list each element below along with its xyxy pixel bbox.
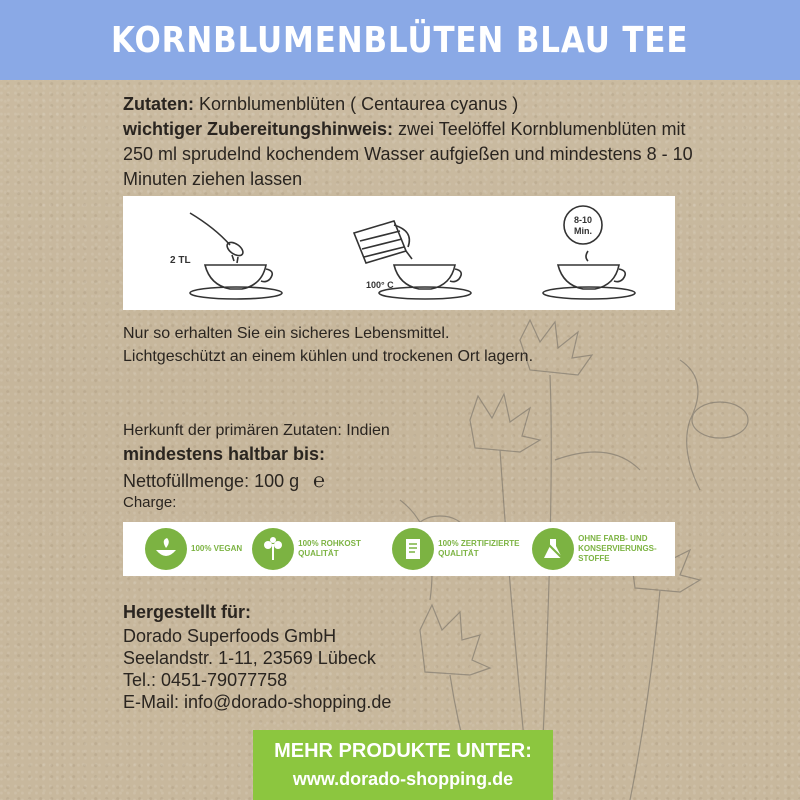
plant-icon xyxy=(252,528,294,570)
charge-label: Charge: xyxy=(123,494,177,511)
prep-label: wichtiger Zubereitungshinweis: xyxy=(123,119,394,139)
badge-no-additives xyxy=(532,528,662,570)
timer-cup-step-icon xyxy=(508,203,658,303)
estimated-sign-icon: ℮ xyxy=(313,468,326,492)
kettle-cup-step-icon xyxy=(324,203,474,303)
manufacturer-heading: Hergestellt für: xyxy=(123,602,252,622)
header-banner xyxy=(0,0,800,80)
safety-note-line1: Nur so erhalten Sie ein sicheres Lebensmittel. xyxy=(123,325,450,342)
cta-line1: MEHR PRODUKTE UNTER: xyxy=(274,740,532,762)
manufacturer-email: E-Mail: info@dorado-shopping.de xyxy=(123,692,392,712)
flask-icon xyxy=(532,528,574,570)
manufacturer-company: Dorado Superfoods GmbH xyxy=(123,626,337,646)
ingredients-text: Kornblumenblüten ( Centaurea cyanus ) xyxy=(199,94,519,114)
badge-vegan-label: 100% VEGAN xyxy=(191,544,243,553)
manufacturer-phone: Tel.: 0451-79077758 xyxy=(123,670,288,690)
product-title: KORNBLUMENBLÜTEN BLAU TEE xyxy=(111,19,689,61)
cta-website-link[interactable]: www.dorado-shopping.de xyxy=(292,769,514,789)
net-weight: Nettofüllmenge: 100 g xyxy=(123,471,300,491)
safety-note xyxy=(123,322,533,368)
ingredients-label: Zutaten: xyxy=(123,94,194,114)
certificate-icon xyxy=(392,528,434,570)
badge-certified xyxy=(392,528,522,570)
quality-badges xyxy=(123,522,675,576)
badge-raw xyxy=(252,528,382,570)
step2-label: 100° C xyxy=(366,280,394,290)
leaf-bowl-icon xyxy=(145,528,187,570)
spoon-cup-step-icon xyxy=(140,203,290,303)
origin-text: Herkunft der primären Zutaten: Indien xyxy=(123,422,390,439)
badge-no-additives-label: OHNE FARB- UND KONSERVIERUNGS-STOFFE xyxy=(578,534,657,563)
best-before-label: mindestens haltbar bis: xyxy=(123,444,326,464)
step1-label: 2 TL xyxy=(170,255,191,266)
ingredients-paragraph xyxy=(123,92,693,192)
website-cta[interactable] xyxy=(253,730,553,800)
manufacturer-address: Seelandstr. 1-11, 23569 Lübeck xyxy=(123,648,376,668)
badge-raw-label: 100% ROHKOST QUALITÄT xyxy=(298,539,361,558)
safety-note-line2: Lichtgeschützt an einem kühlen und trockenen Ort lagern. xyxy=(123,348,534,365)
step3-label-line2: Min. xyxy=(574,226,592,236)
preparation-steps xyxy=(123,196,675,310)
step3-label-line1: 8-10 xyxy=(573,215,593,225)
badge-vegan xyxy=(145,528,242,570)
badge-certified-label: 100% ZERTIFIZIERTE QUALITÄT xyxy=(438,539,520,558)
prep-text: zwei Teelöffel Kornblumenblüten mit 250 ml sprudelnd kochendem Wasser aufgießen und mindestens 8 - 10 Minuten ziehen lassen xyxy=(123,119,693,189)
